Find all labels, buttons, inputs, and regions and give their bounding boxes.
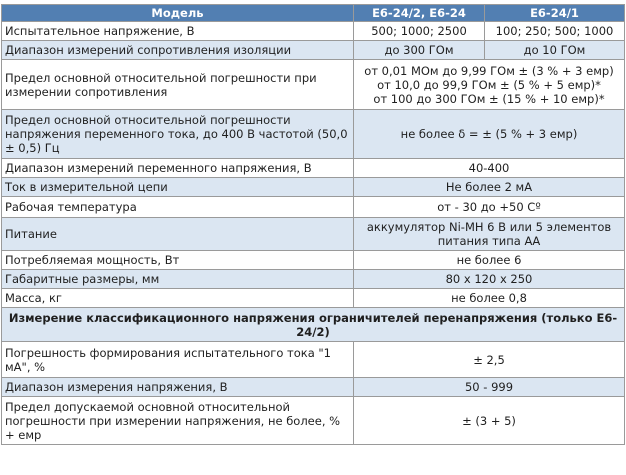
value-line: питания типа АА (437, 234, 541, 248)
param-cell: Диапазон измерений переменного напряжения, В (2, 159, 354, 178)
section-title (2, 308, 625, 342)
param-cell: Предел допускаемой основной относительной погрешности при измерении напряжения, не более, % + емр (2, 397, 354, 445)
section-title-line: 24/2) (296, 324, 330, 339)
value-cell: до 300 ГОм (354, 41, 485, 60)
header-model: Модель (2, 5, 354, 22)
param-cell: Питание (2, 218, 354, 251)
param-cell: Рабочая температура (2, 197, 354, 218)
param-cell: Испытательное напряжение, В (2, 22, 354, 41)
param-cell: Потребляемая мощность, Вт (2, 251, 354, 270)
table-row (2, 218, 625, 251)
table-row (2, 378, 625, 397)
param-cell: Масса, кг (2, 289, 354, 308)
param-cell: Погрешность формирования испытательного тока "1 мА", % (2, 342, 354, 378)
table-row (2, 60, 625, 110)
value-cell (354, 218, 625, 251)
table-row (2, 397, 625, 445)
param-cell: Предел основной относительной погрешности напряжения переменного тока, до 400 В частотой (50,0 ± 0,5) Гц (2, 110, 354, 159)
table-row (2, 270, 625, 289)
table-row (2, 22, 625, 41)
table-row (2, 41, 625, 60)
value-cell: 80 х 120 х 250 (354, 270, 625, 289)
value-line: от 10,0 до 99,9 ГОм ± (5 % + 5 емр)* (377, 77, 601, 92)
header-col-b: Е6-24/1 (485, 5, 625, 22)
value-cell: 40-400 (354, 159, 625, 178)
header-col-a: Е6-24/2, Е6-24 (354, 5, 485, 22)
table-header-row (2, 5, 625, 22)
value-cell: не более 6 (354, 251, 625, 270)
param-cell: Диапазон измерения напряжения, В (2, 378, 354, 397)
value-cell: ± (3 + 5) (354, 397, 625, 445)
section-header-row (2, 308, 625, 342)
value-line: от 100 до 300 ГОм ± (15 % + 10 емр)* (373, 91, 605, 106)
value-cell: Не более 2 мА (354, 178, 625, 197)
value-cell (354, 60, 625, 110)
value-cell: 100; 250; 500; 1000 (485, 22, 625, 41)
value-cell: от - 30 до +50 Сº (354, 197, 625, 218)
value-cell: 500; 1000; 2500 (354, 22, 485, 41)
table-row (2, 251, 625, 270)
param-cell: Диапазон измерений сопротивления изоляции (2, 41, 354, 60)
param-cell: Габаритные размеры, мм (2, 270, 354, 289)
table-row (2, 178, 625, 197)
table-row (2, 289, 625, 308)
param-cell: Ток в измерительной цепи (2, 178, 354, 197)
value-cell: не более δ = ± (5 % + 3 емр) (354, 110, 625, 159)
table-row (2, 110, 625, 159)
param-cell: Предел основной относительной погрешности при измерении сопротивления (2, 60, 354, 110)
value-cell: 50 - 999 (354, 378, 625, 397)
value-cell: до 10 ГОм (485, 41, 625, 60)
value-line: от 0,01 МОм до 9,99 ГОм ± (3 % + 3 емр) (364, 63, 614, 78)
specifications-table (1, 4, 625, 445)
table-row (2, 159, 625, 178)
table-row (2, 342, 625, 378)
value-line: аккумулятор Ni-MH 6 В или 5 элементов (366, 220, 612, 234)
section-title-line: Измерение классификационного напряжения ограничителей перенапряжения (только Е6- (8, 310, 618, 325)
value-cell: не более 0,8 (354, 289, 625, 308)
table-row (2, 197, 625, 218)
value-cell: ± 2,5 (354, 342, 625, 378)
